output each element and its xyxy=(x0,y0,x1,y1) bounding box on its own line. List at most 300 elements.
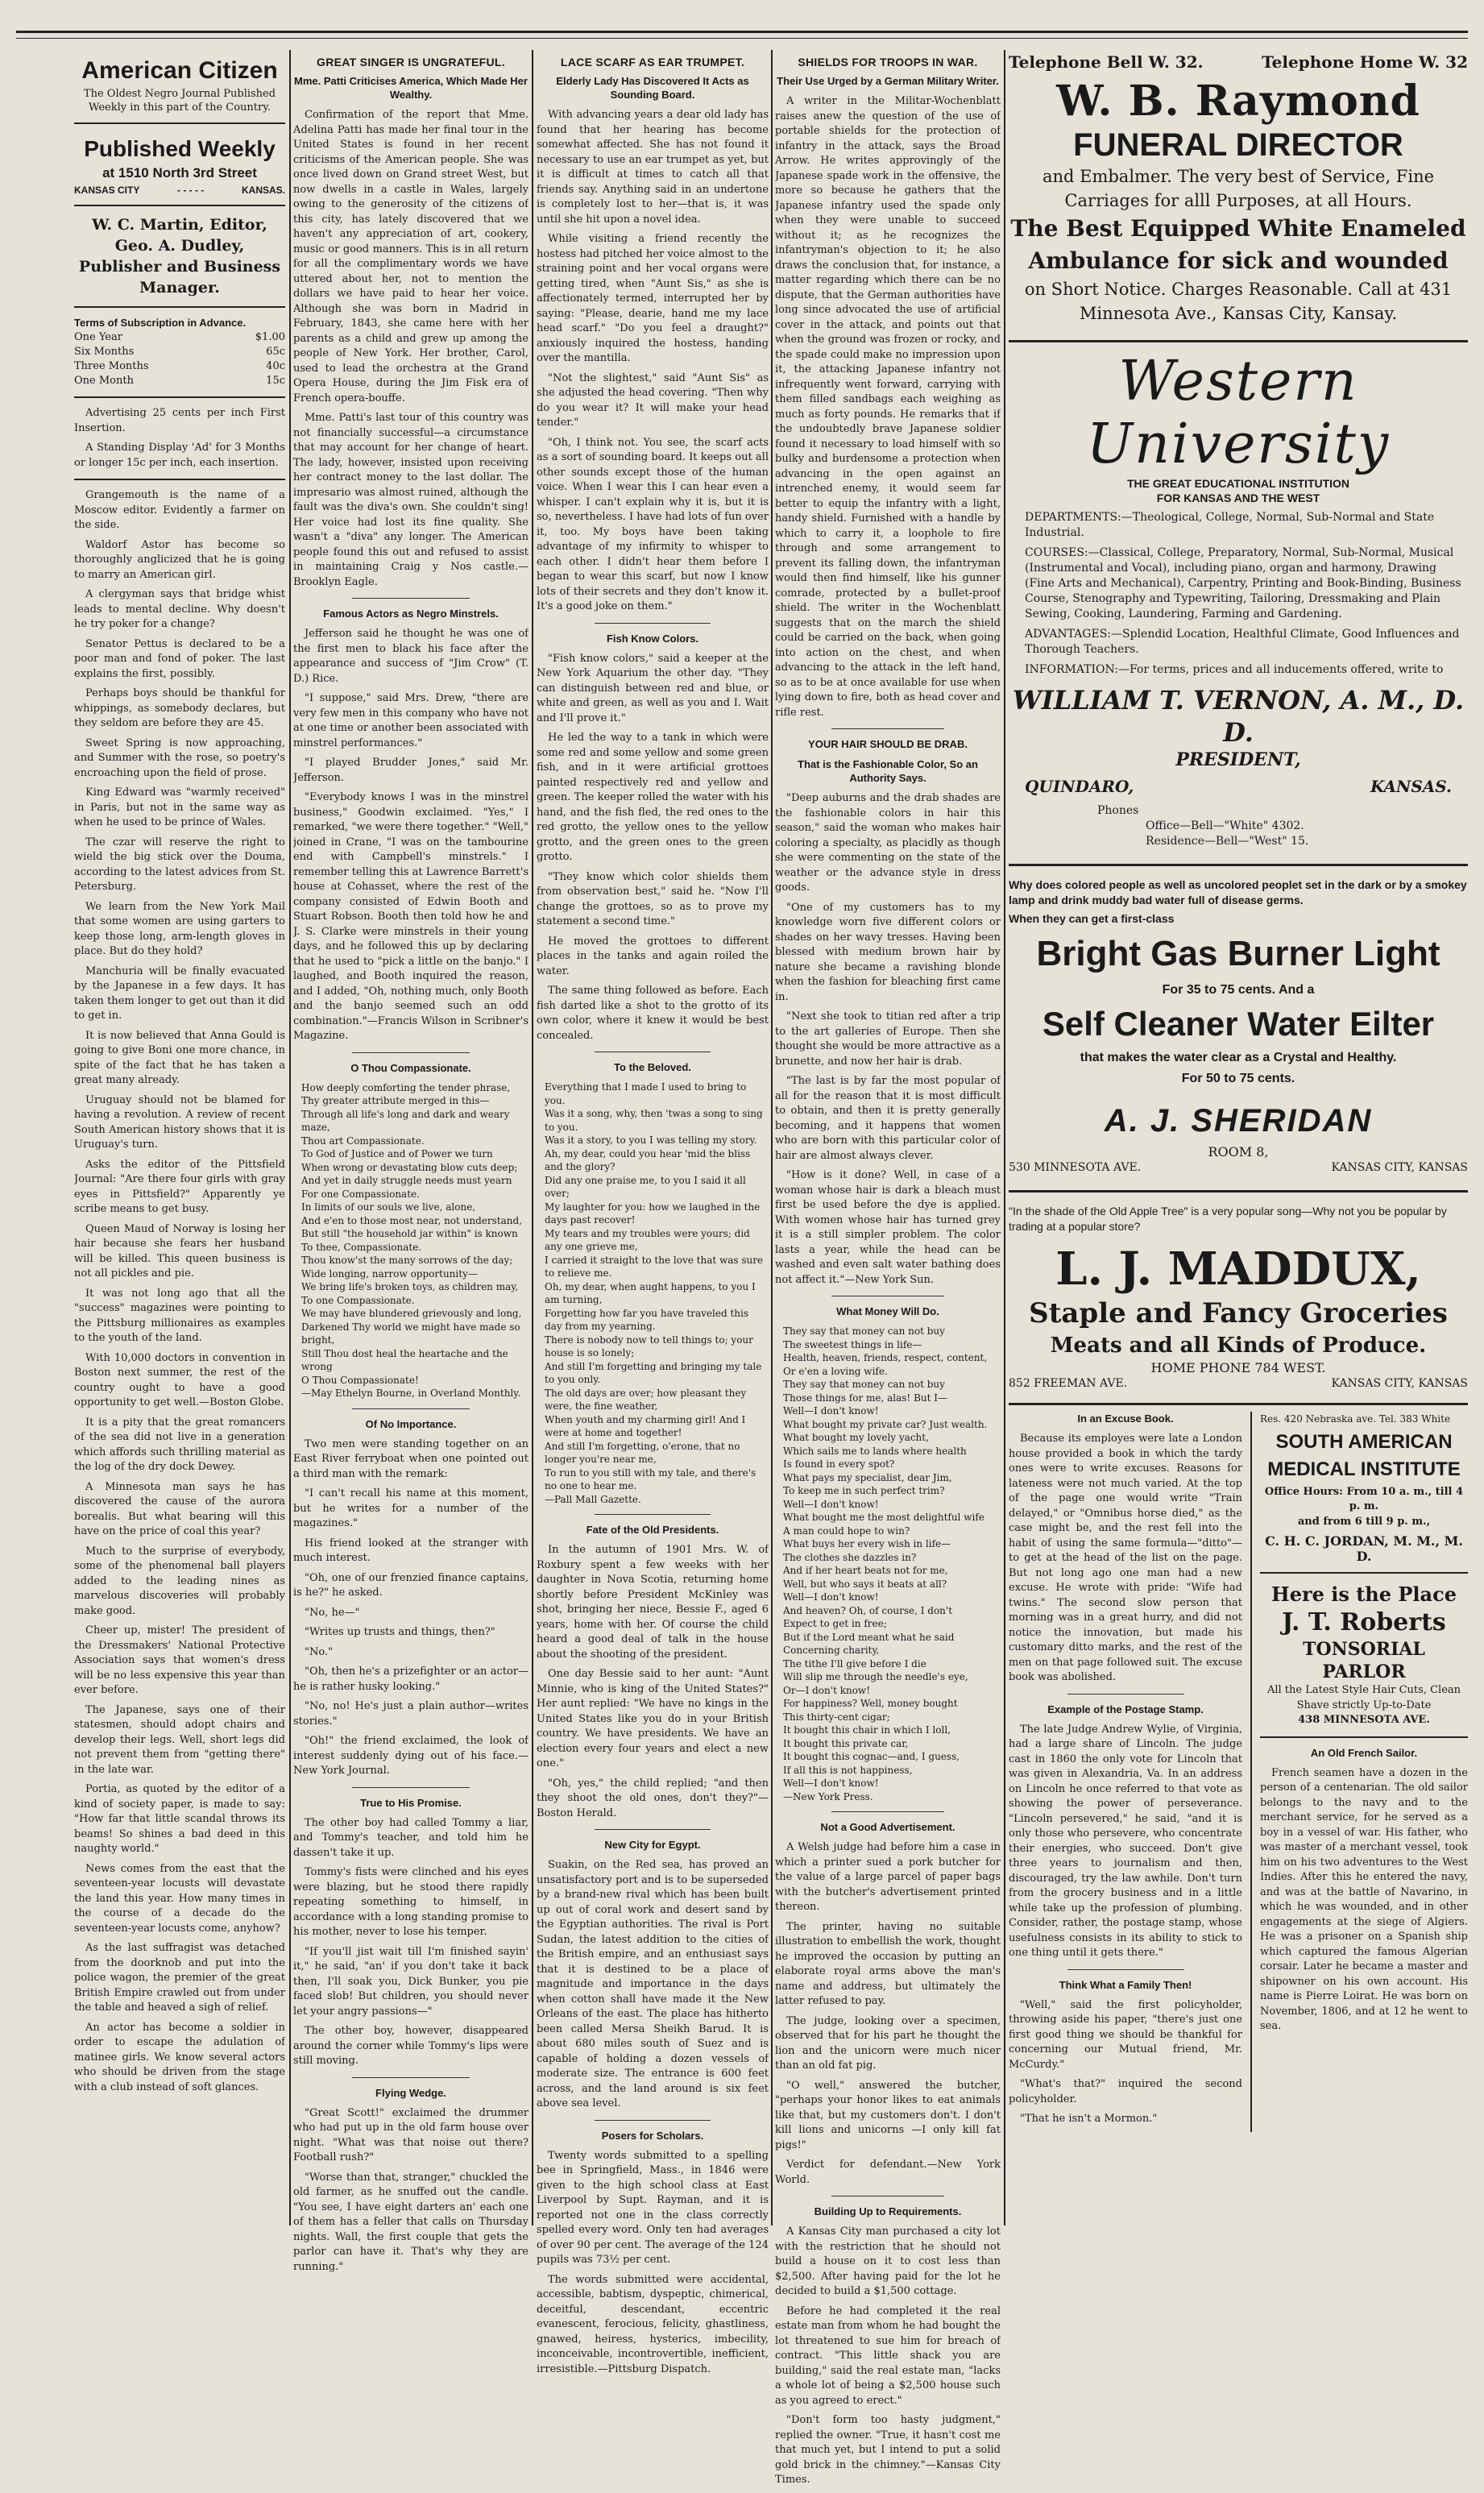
poem-line: It bought this cognac—and, I guess, xyxy=(783,1751,960,1762)
masthead-title: American Citizen xyxy=(81,57,278,84)
advertising-rate: Advertising 25 cents per inch First Insertion. xyxy=(74,407,285,434)
article-title: YOUR HAIR SHOULD BE DRAB. xyxy=(808,738,968,750)
raymond-ambulance: The Best Equipped White Enameled Ambulance for sick and wounded xyxy=(1010,215,1466,274)
jt-styles: All the Latest Style Hair Cuts, Clean Shave strictly Up-to-Date xyxy=(1266,1684,1461,1711)
jt-name: J. T. Roberts xyxy=(1282,1608,1446,1636)
article-title: LACE SCARF AS EAR TRUMPET. xyxy=(560,56,745,68)
paragraph: A Minnesota man says he has discovered the cause of the aurora borealis. But what bearing will this have on the price of coal this year? xyxy=(74,1480,285,1537)
article-body xyxy=(1260,1766,1468,2035)
raymond-line: and Embalmer. The very best of Service, Fine Carriages for alll Purposes, at all Hours. xyxy=(1042,167,1435,210)
poem-line: Will slip me through the needle's eye, xyxy=(783,1671,968,1682)
paragraph: "Great Scott!" exclaimed the drummer who had put up in the old farm house over night. "What was that noise out there? Football rush?" xyxy=(293,2106,529,2163)
paragraph: Uruguay should not be blamed for having a revolution. A review of recent South American history shows that it is Uruguay's turn. xyxy=(74,1093,285,1151)
paragraph: "Oh, I think not. You see, the scarf acts as a sort of sounding board. It keeps out all other sounds except those of the human voice. When I wear this I can hear even a whisper. I can't explain why it is, but it is so, nevertheless. I have had lots of fun over it, too. My boys have been taking advantage of my infirmity to whisper to each other. I didn't hear them before I began to wear this scarf, but now I know lots of their secrets and they don't know it. It's a good joke on them." xyxy=(537,436,769,612)
paragraph: A Welsh judge had before him a case in which a printer sued a pork butcher for the value of a large parcel of paper bags with the butcher's advertisement printed thereon. xyxy=(775,1841,1001,1913)
maddux-meats: Meats and all Kinds of Produce. xyxy=(1050,1334,1427,1358)
article-title: Fish Know Colors. xyxy=(606,632,699,645)
terms-row: One Year $1.00 xyxy=(74,331,285,343)
poem-line: We may have blundered grievously and long, xyxy=(301,1308,522,1319)
separator xyxy=(831,1811,944,1812)
rule xyxy=(74,306,285,308)
paragraph: The Japanese, says one of their statesmen, should adopt chairs and develop their legs. Well, short legs did not prevent them from "getting there" in the late war. xyxy=(74,1703,285,1776)
maddux-groceries: Staple and Fancy Groceries xyxy=(1029,1297,1448,1329)
poem-title: What Money Will Do. xyxy=(836,1305,939,1317)
article-body xyxy=(537,108,769,615)
article-title: Flying Wedge. xyxy=(375,2086,446,2099)
poem-line: To one Compassionate. xyxy=(301,1294,415,1306)
paragraph: "If you'll jist wait till I'm finished sayin' it," he said, "an' if you don't take it back then, I'll soak you, Dick Bunker, you pie faced slob! But children, you should never let your angry passions—" xyxy=(293,1945,529,2018)
separator xyxy=(1067,1969,1184,1970)
poem-line: —May Ethelyn Bourne, in Overland Monthly. xyxy=(301,1388,521,1399)
article-title: GREAT SINGER IS UNGRATEFUL. xyxy=(317,56,505,68)
poem-line: Well—I don't know! xyxy=(783,1498,879,1510)
poem-title: To the Beloved. xyxy=(614,1061,691,1073)
article-subtitle: Their Use Urged by a German Military Writer. xyxy=(777,75,999,87)
poem-line: Health, heaven, friends, respect, content, xyxy=(783,1352,988,1363)
city-left: KANSAS CITY xyxy=(74,185,140,196)
gas-burner: Bright Gas Burner Light xyxy=(1036,934,1440,973)
article-title: Posers for Scholars. xyxy=(601,2129,704,2142)
article-body xyxy=(293,2106,529,2275)
paragraph-list xyxy=(74,488,285,2095)
article-body xyxy=(775,94,1001,720)
jt-address: 438 MINNESOTA AVE. xyxy=(1298,1714,1430,1726)
ads-bottom xyxy=(1009,1403,1468,2132)
poem-line: What bought me the most delightful wife xyxy=(783,1512,984,1523)
separator xyxy=(831,728,944,729)
separator xyxy=(595,1829,711,1830)
poem-line: Thy greater attribute merged in this— xyxy=(301,1095,490,1106)
article-title: Think What a Family Then! xyxy=(1059,1978,1192,1991)
poem-line: But if the Lord meant what he said xyxy=(783,1631,955,1643)
poem-line: Expect to get in free; xyxy=(783,1618,887,1629)
paragraph: "Everybody knows I was in the minstrel business," Goodwin exclaimed. "Yes," I remarked, "we were there together." "Well," joined in Crane, "I was on the tambourine end with Campbell's minstrels." I remember telling this at Lawrence Barrett's house at Cohasset, where the rest of the company consisted of Edwin Booth and Stuart Robson. Booth then told how he and J. S. Clarke were minstrels in their young days, and he followed this up by declaring that he used to "pick a little on the banjo." I laughed, and Booth inquired the reason, and I added, "Oh, nothing much, only Booth and the banjo seemed such an odd combination."—Francis Wilson in Scribner's Magazine. xyxy=(293,791,529,1042)
telephone-home: Telephone Home W. 32 xyxy=(1262,52,1468,72)
paragraph: Verdict for defendant.—New York World. xyxy=(775,2159,1001,2186)
terms-row: Six Months 65c xyxy=(74,346,285,358)
poem-line: Did any one praise me, to you I said it all over; xyxy=(545,1174,746,1199)
separator xyxy=(352,1052,470,1053)
paragraph: "No, he—" xyxy=(305,1606,360,1619)
article-body xyxy=(775,2225,1001,2488)
paragraph: "O well," answered the butcher, "perhaps your honor likes to eat animals like that, but my customers don't. I don't kill lions and unicorns —I only kill fat pigs!" xyxy=(775,2079,1001,2151)
poem-line: Those things for me, alas! But I— xyxy=(783,1392,947,1404)
article-subtitle: Elderly Lady Has Discovered It Acts as Sounding Board. xyxy=(556,75,749,101)
poem-line: And still I'm forgetting and bringing my tale to you only. xyxy=(545,1360,762,1385)
paragraph: "Well," said the first policyholder, throwing aside his paper, "there's just one first good thing we should be thankful for concerning our Mutual friend, Mr. McCurdy." xyxy=(1009,1998,1242,2071)
wu-name: Western University xyxy=(1086,350,1391,476)
paragraph: It is now believed that Anna Gould is going to give Boni one more chance, in spite of the fact that he has taken a great many already. xyxy=(74,1029,285,1086)
article-body xyxy=(537,1858,769,2112)
maddux-phone: HOME PHONE 784 WEST. xyxy=(1150,1360,1326,1375)
masthead-subtitle: The Oldest Negro Journal Published Weekly in this part of the Country. xyxy=(83,88,276,114)
water-sub: that makes the water clear as a Crystal and Healthy. xyxy=(1080,1051,1397,1064)
poem-line: —Pall Mall Gazette. xyxy=(545,1493,641,1505)
article-body xyxy=(537,652,769,1044)
rule xyxy=(74,396,285,398)
wu-sub: THE GREAT EDUCATIONAL INSTITUTION xyxy=(1126,477,1350,490)
paragraph: As the last suffragist was detached from the doorknob and put into the police wagon, the premier of the great British Empire crawled out from under the table and heaved a sigh of relief. xyxy=(74,1942,285,2014)
paragraph: Mme. Patti's last tour of this country was not financially successful—a circumstance that may account for her change of heart. The lady, however, insisted upon receiving her contract money to the last dollar. The impresario was almost ruined, although the fault was the diva's own. She couldn't sing! Her voice had lost its fine quality. She wasn't a "diva" any longer. The American people found this out and refused to assist in maintaining Craig y Nos castle.—Brooklyn Eagle. xyxy=(293,412,529,588)
separator xyxy=(595,623,711,624)
sam-hours: Office Hours: From 10 a. m., till 4 p. m. xyxy=(1264,1485,1464,1512)
poem-line: It bought this private car, xyxy=(783,1737,909,1749)
paragraph: Asks the editor of the Pittsfield Journal: "Are there four girls with gray eyes in Pittsfield?" Apparently ye scribe means to get busy. xyxy=(74,1158,285,1215)
paragraph: Before he had completed it the real estate man from whom he had bought the lot threatened to sue him for breach of contract. "This little shack you are building," said the real estate man, "lacks a whole lot of being a $2,500 house such as you agreed to erect." xyxy=(775,2304,1001,2407)
paragraph: He led the way to a tank in which were some red and some yellow and some green fish, and in it were artificial grottoes painted respectively red and yellow and green. The keeper rolled the water with his hand, and the fish fled, the red ones to the red grotto, the yellow ones to the yellow grotto, and the green ones to the green grotto. xyxy=(537,732,769,863)
paragraph: The czar will reserve the right to wield the big stick over the Douma, according to the latest advices from St. Petersburg. xyxy=(74,836,285,893)
paragraph: "Next she took to titian red after a trip to the art galleries of Europe. Then she thought she would be more attractive as a brunette, and now her hair is drab. xyxy=(775,1010,1001,1068)
wu-president-title: PRESIDENT, xyxy=(1175,749,1301,770)
paragraph: With advancing years a dear old lady has found that her hearing has become somewhat affected. She has not found it necessary to use an ear trumpet as yet, but it is difficult at times to catch all that friends say. Anything said in an undertone is completely lost to her—that is, it was until she hit upon a novel idea. xyxy=(537,109,769,226)
paragraph: "How is it done? Well, in case of a woman whose hair is dark a bleach must first be used before the dye is applied. With women whose hair has turned grey it is a still simpler problem. The color lasts a year, while the head can be washed and even salt water bathing does not affect it."—New York Sun. xyxy=(775,1169,1001,1286)
paragraph: "That he isn't a Mormon." xyxy=(1020,2113,1158,2125)
separator xyxy=(352,598,470,599)
paragraph: Cheer up, mister! The president of the Dressmakers' National Protective Association says that women's dress will be no less expensive this year than ever before. xyxy=(74,1624,285,1696)
paragraph: Suakin, on the Red sea, has proved an unsatisfactory port and is to be superseded by a brand-new rival which has been built up out of coral work and desert sand by the Egyptian authorities. The rival is Port Sudan, the latest addition to the cities of the British empire, and an enthusiast says that it is destined to be a place of magnitude and importance in the days when cotton shall have made it the New Orleans of the east. The place has hitherto been called Mersa Sheikh Barud. It is about 680 miles south of Suez and is capable of holding a dozen vessels of moderate size. The entrance is 600 feet across, and the land around is six feet above sea level. xyxy=(537,1859,769,2109)
paragraph: Much to the surprise of everybody, some of the phenomenal ball players added to the leading nines as marvelous discoveries will probably make good. xyxy=(74,1545,285,1617)
rule xyxy=(74,479,285,480)
poem-line: When wrong or devastating blow cuts deep; xyxy=(301,1161,518,1173)
paragraph: Tommy's fists were clinched and his eyes were blazing, but he stood there rapidly repeating something to himself, in accordance with a long standing promise to his mother, never to lose his temper. xyxy=(293,1866,529,1938)
paragraph: In the autumn of 1901 Mrs. W. of Roxbury spent a few weeks with her daughter in Nova Scotia, returning home shortly before President McKinley was shot, bringing her niece, Bessie F., aged 6 years, home with her. Of course the child heard a good deal of talk in the house about the shooting of the president. xyxy=(537,1544,769,1661)
article-title: Not a Good Advertisement. xyxy=(820,1821,955,1833)
editor: W. C. Martin, Editor, xyxy=(92,216,267,234)
paragraph: It was not long ago that all the "success" magazines were pointing to the Pittsburg millionaires as examples to the youth of the land. xyxy=(74,1287,285,1344)
maddux-address: 852 FREEMAN AVE. KANSAS CITY, KANSAS xyxy=(1009,1377,1468,1390)
article-body xyxy=(775,1840,1001,2188)
poem-line: Which sails me to lands where health xyxy=(783,1445,967,1457)
poem-line: To run to you still with my tale, and there's no one to hear me. xyxy=(545,1466,757,1491)
paragraph: The same thing followed as before. Each fish darted like a shot to the grotto of its own color, where it knew it would be best concealed. xyxy=(537,985,769,1042)
paragraph: "What's that?" inquired the second policyholder. xyxy=(1009,2078,1242,2105)
poem-line: The tithe I'll give before I die xyxy=(783,1657,926,1670)
column-rule xyxy=(771,50,773,2225)
paragraph: A clergyman says that bridge whist leads to mental decline. Why doesn't he try poker for a change? xyxy=(74,588,285,630)
poem-line: Was it a song, why, then 'twas a song to sing to you. xyxy=(545,1108,763,1133)
poem-line: We bring life's broken toys, as children may, xyxy=(301,1281,519,1292)
raymond-line: on Short Notice. Charges Reasonable. Call at 431 Minnesota Ave., Kansas City, Kansay. xyxy=(1024,280,1453,323)
paragraph: News comes from the east that the seventeen-year locusts will devastate the land this year. How many times in the course of a decade do the seventeen-year locusts come, anyhow? xyxy=(74,1862,285,1935)
article-body xyxy=(293,1437,529,1779)
poem-line: Thou know'st the many sorrows of the day; xyxy=(301,1255,513,1266)
poem-line: But still "the household jar within" is known xyxy=(301,1228,518,1239)
poem-line: And still I'm forgetting, o'erone, that no longer you're near me, xyxy=(545,1440,740,1465)
paragraph: A writer in the Militar-Wochenblatt raises anew the question of the use of portable shields for the protection of infantry in the attack, says the Broad Arrow. He writes approvingly of the Japanese spade work in the offensive, the more so because he gathers that the Japanese infantry used the spade only when they were unable to succeed without it; as he recognizes the infantryman's objection to it; he also draws the conclusion that, for instance, a matter regarding which there can be no dispute, that the German authorities have long since advocated the use of artificial cover in the attack, and points out that when the ground was frozen or rocky, and the spade could make no impression upon it, the attacking Japanese infantry not infrequently went forward, carrying with them filled sandbags each weighing as much as forty pounds. He remarks that if the undoubtedly brave Japanese soldier found it necessary to load himself with so bulky and burdensome a protection when advancing in the open against an intrenched enemy, it would seem far better to equip the infantry with a light, handy shield. Furnished with a handle by which to carry it, a loophole to fire through and some arrangement to prevent its falling down, the infantryman would then find himself, like his gunner comrade, protected by a bullet-proof shield. The writer in the Wochenblatt suggests that on the march the shield could be carried on the back, when going into action on the chest, and when advancing to the attack in the left hand, so as to be at once available for use when lying down to fire, both as head cover and rifle rest. xyxy=(775,95,1001,719)
poem-line: How deeply comforting the tender phrase, xyxy=(301,1081,511,1093)
wu-phones: Phones Office—Bell—"White" 4302. Residence—Bell—"West" 15. xyxy=(1097,804,1309,848)
wu-sub: FOR KANSAS AND THE WEST xyxy=(1156,492,1320,504)
poem-line: In limits of our souls we live, alone, xyxy=(301,1201,476,1213)
telephone-bell: Telephone Bell W. 32. xyxy=(1009,52,1204,72)
paragraph: "Oh, then he's a prizefighter or an actor—he is rather husky looking." xyxy=(293,1665,529,1693)
telephone-line xyxy=(1009,52,1468,73)
jt-here: Here is the Place xyxy=(1271,1582,1457,1606)
paragraph: "I suppose," said Mrs. Drew, "there are very few men in this company who have not at one time or another been associated with minstrel performances." xyxy=(293,692,529,749)
article-title: SHIELDS FOR TROOPS IN WAR. xyxy=(798,56,978,68)
terms-table xyxy=(74,330,285,388)
paragraph: "They know which color shields them from observation best," said he. "Now I'll change the grottoes, so as to prove my statement a second time." xyxy=(537,870,769,927)
poem-line: And yet in daily struggle needs must yearn xyxy=(301,1175,512,1186)
poem-line: They say that money can not buy xyxy=(783,1379,945,1390)
poem-line: When youth and my charming girl! And I were at home and together! xyxy=(545,1413,746,1438)
paragraph: French seamen have a dozen in the person of a centenarian. The old sailor belongs to the navy and to the merchant service, for he served as a boy in a vessel of war. His father, who was master of a merchant vessel, took him on his two adventures to the West Indies. After this he entered the navy, and was at the battle of Navarino, in which he was wounded, and in other engagements at the siege of Algiers. He was a prisoner on a Spanish ship which captured the famous Algerian corsair. Later he became a master and shipowner on his own account. His name is Pierre Loirat. He was born on November, 1806, and at 12 he went to sea. xyxy=(1260,1766,1468,2032)
poem-line: If all this is not happiness, xyxy=(783,1764,913,1776)
separator xyxy=(352,1408,470,1409)
article-title: Fate of the Old Presidents. xyxy=(586,1524,719,1536)
column-four xyxy=(775,52,1001,2493)
column-two xyxy=(293,52,529,2279)
sheridan-question: Why does colored people as well as uncolored peoplet set in the dark or by a smokey lamp and drink muddy bad water full of disease germs. xyxy=(1009,878,1467,906)
paragraph: Twenty words submitted to a spelling bee in Springfield, Mass., in 1846 were given to the high school class at East Liverpool by Supt. Rayman, and it is reported not one in the class correctly spelled every word. Only ten had averages of over 90 per cent. The average of the 124 pupils was 73½ per cent. xyxy=(537,2149,769,2266)
poem-line: This thirty-cent cigar; xyxy=(783,1711,890,1723)
article-title: In an Excuse Book. xyxy=(1077,1412,1174,1425)
poem-line: What bought my lovely yacht, xyxy=(783,1432,929,1443)
poem-line: And heaven? Oh, of course, I don't xyxy=(783,1604,953,1616)
article-body xyxy=(537,2149,769,2378)
poem-line: Is found in every spot? xyxy=(783,1458,895,1470)
paragraph: Perhaps boys should be thankful for whippings, as somebody declares, but they seldom are before they are 45. xyxy=(74,687,285,729)
maddux-ad xyxy=(1009,1190,1468,1392)
paragraph: Manchuria will be finally evacuated by the Japanese in a few days. It has taken them longer to get out than it did to get in. xyxy=(74,964,285,1022)
column-rule xyxy=(532,50,533,2225)
sheridan-name: A. J. SHERIDAN xyxy=(1104,1103,1373,1139)
published-weekly: Published Weekly xyxy=(84,136,276,161)
raymond-title: FUNERAL DIRECTOR xyxy=(1073,127,1403,163)
poem-line: What buys her every wish in life— xyxy=(783,1538,951,1549)
paragraph: A Kansas City man purchased a city lot with the restriction that he should not build a house on it to cost less than $2,500. After having paid for the lot he decided to build a $1,500 cottage. xyxy=(775,2225,1001,2297)
poem-line: For one Compassionate. xyxy=(301,1188,420,1200)
poem-line: Well—I don't know! xyxy=(783,1777,879,1789)
article-body xyxy=(1009,1998,1242,2127)
paragraph: "No." xyxy=(305,1645,334,1658)
maddux-name: L. J. MADDUX, xyxy=(1055,1242,1421,1296)
jt-parlor: TONSORIAL PARLOR xyxy=(1303,1639,1425,1682)
paragraph: Two men were standing together on an East River ferryboat when one pointed out a third man with the remark: xyxy=(293,1437,529,1480)
paragraph: "Deep auburns and the drab shades are the fashionable colors in hair this season," said the woman who makes hair coloring a specialty, as placidly as though she were commenting on the state of the weather or the advance style in dress goods. xyxy=(775,792,1001,894)
article-title: Building Up to Requirements. xyxy=(814,2205,962,2217)
paragraph: While visiting a friend recently the hostess had pitched her voice almost to the straining point and her vocal organs were getting tired, when "Aunt Sis," as she is affectionately termed, interrupted her by saying: "Please, dearie, hand me my lace head scarf." "Do you feel a draught?" anxiously inquired the hostess, handing over the mantilla. xyxy=(537,233,769,364)
poem-line: What bought my private car? Just wealth. xyxy=(783,1418,988,1430)
poem-line: Well, but who says it beats at all? xyxy=(783,1578,947,1590)
paragraph: "Oh!" the friend exclaimed, the look of interest suddenly dying out of his face.—New York Journal. xyxy=(293,1735,529,1777)
article-body xyxy=(775,791,1001,1288)
poem-line: Well—I don't know! xyxy=(783,1591,879,1603)
article-body xyxy=(293,1816,529,2069)
poem-line: I carried it straight to the love that was sure to relieve me. xyxy=(545,1254,764,1279)
poem-line: My tears and my troubles were yours; did any one grieve me, xyxy=(545,1227,750,1252)
poem-line: Ah, my dear, could you hear 'mid the bliss and the glory? xyxy=(545,1147,751,1172)
poem-line: Darkened Thy world we might have made so bright, xyxy=(301,1321,520,1346)
paragraph: Senator Pettus is declared to be a poor man and fond of poker. The last explains the first, possibly. xyxy=(74,637,285,680)
paragraph: Jefferson said he thought he was one of the first men to black his face after the appearance and success of "Jim Crow" (T. D.) Rice. xyxy=(293,628,529,685)
paragraph: An actor has become a soldier in order to escape the adulation of matinee girls. We know several actors who should be driven from the stage with a club instead of soft glances. xyxy=(74,2021,285,2093)
article-body xyxy=(293,108,529,590)
wu-advantages: ADVANTAGES:—Splendid Location, Healthful Climate, Good Influences and Thorough Teachers. xyxy=(1025,628,1460,656)
article-subtitle: Mme. Patti Criticises America, Which Made Her Wealthy. xyxy=(294,75,528,101)
wu-president: WILLIAM T. VERNON, A. M., D. D. xyxy=(1012,685,1465,748)
poem-line: A man could hope to win? xyxy=(783,1524,910,1537)
article-title: Example of the Postage Stamp. xyxy=(1047,1703,1204,1715)
article-title: New City for Egypt. xyxy=(604,1839,701,1851)
rule xyxy=(1260,1572,1468,1574)
paragraph: "Don't form too hasty judgment," replied the owner. "True, it hasn't cost me that much yet, but I intend to put a solid gold brick in the chimney."—Kansas City Times. xyxy=(775,2414,1001,2486)
paragraph: Waldorf Astor has become so thoroughly anglicized that he is going to marry an American girl. xyxy=(74,538,285,581)
poem-line: Or—I don't know! xyxy=(783,1684,871,1696)
paragraph: One day Bessie said to her aunt: "Aunt Minnie, who is king of the United States?" Her aunt replied: "We have no kings in the United States like you do in your British country. We have presidents. We have an election every four years and elect a new one." xyxy=(537,1668,769,1769)
sheridan-firstclass: When they can get a first-class xyxy=(1009,912,1175,925)
terms-heading: Terms of Subscription in Advance. xyxy=(74,317,247,329)
paragraph: The late Judge Andrew Wylie, of Virginia, had a large share of Lincoln. The judge cast in 1860 the only vote for Lincoln that was given in Alexandria, Va. In an address on Lincoln he once referred to that vote as showing the power of perseverance. "Lincoln persevered," he said, "and it is only those who persevere, who concentrate their energies, who succeed. Don't give three years to journalism and then, discouraged, try the law awhile. Don't turn from the grocery business and in a little while take up the profession of plumbing. Consider, rather, the postage stamp, whose usefulness consists in its ability to stick to one thing until it gets there." xyxy=(1009,1723,1242,1959)
poem-line: The sweetest things in life— xyxy=(783,1338,922,1350)
poem-line: Still Thou dost heal the heartache and the wrong xyxy=(301,1347,508,1372)
article-title: An Old French Sailor. xyxy=(1310,1746,1418,1759)
paragraph: It is a pity that the great romancers of the sea did not live in a generation which affords such thrilling material as the log of the dry dock Dewey. xyxy=(74,1416,285,1473)
paragraph: "One of my customers has to my knowledge worn five different colors or shades on her wavy tresses. Having been blessed with medium brown hair by nature she became a ravishing blonde when the fashion for bleaching first came in. xyxy=(775,901,1001,1003)
poem-line: —New York Press. xyxy=(783,1790,873,1802)
ads-bottom-cards xyxy=(1252,1412,1468,2132)
paragraph: "Fish know colors," said a keeper at the New York Aquarium the other day. "They can distinguish between red and blue, or white and green, as well as you and I. Wait and I'll prove it." xyxy=(537,652,769,724)
poem-body xyxy=(783,1325,1001,1803)
paragraph: Queen Maud of Norway is losing her hair because she fears her husband will be killed. This queen business is not all pickles and pie. xyxy=(74,1222,285,1280)
sam-heading: SOUTH AMERICAN xyxy=(1275,1430,1453,1453)
poem-line: Concerning charity, xyxy=(783,1645,880,1656)
poem-line: And e'en to those most near, not understand, xyxy=(301,1214,523,1226)
sheridan-address: 530 MINNESOTA AVE. KANSAS CITY, KANSAS xyxy=(1009,1161,1468,1174)
poem-line: The clothes she dazzles in? xyxy=(783,1551,917,1563)
paragraph: The other boy had called Tommy a liar, and Tommy's teacher, and told him he dassen't take it up. xyxy=(293,1816,529,1859)
article-body xyxy=(537,1543,769,1821)
article-title: Of No Importance. xyxy=(365,1417,457,1430)
paragraph: We learn from the New York Mail that some women are using garters to keep those long, arm-length gloves in place. But do they hold? xyxy=(74,900,285,957)
poem-line: Or e'en a loving wife. xyxy=(783,1365,888,1377)
paragraph: Grangemouth is the name of a Moscow editor. Evidently a farmer on the side. xyxy=(74,489,285,531)
rule xyxy=(74,122,285,124)
poem-line: My laughter for you: how we laughed in the days past recover! xyxy=(545,1201,761,1226)
paragraph: "Writes up trusts and things, then?" xyxy=(305,1626,495,1638)
article-subtitle: That is the Fashionable Color, So an Authority Says. xyxy=(798,758,978,784)
paragraph: With 10,000 doctors in convention in Boston next summer, the rest of the country ought to have a good opportunity to get well.—Boston Globe. xyxy=(74,1351,285,1408)
column-rule xyxy=(289,50,291,2225)
terms-row: Three Months 40c xyxy=(74,360,285,372)
article-body xyxy=(1009,1723,1242,1961)
article-body xyxy=(1009,1432,1242,1686)
paragraph: King Edward was "warmly received" in Paris, but not in the same way as when he used to be prince of Wales. xyxy=(74,786,285,828)
paragraph: He moved the grottoes to different places in the tanks and again roiled the water. xyxy=(537,935,769,977)
paragraph: "I played Brudder Jones," said Mr. Jefferson. xyxy=(293,757,529,784)
top-rule xyxy=(16,31,1468,33)
poem-line: Forgetting how far you have traveled this day from my yearning. xyxy=(545,1307,749,1332)
water-price: For 50 to 75 cents. xyxy=(1181,1072,1295,1085)
poem-line: O Thou Compassionate! xyxy=(301,1374,419,1386)
publisher: Geo. A. Dudley, Publisher and Business Manager. xyxy=(78,237,281,297)
sam-heading: MEDICAL INSTITUTE xyxy=(1267,1458,1461,1480)
poem-line: Through all life's long and dark and weary maze, xyxy=(301,1108,510,1133)
poem-line: To keep me in such perfect trim? xyxy=(783,1485,945,1496)
poem-body xyxy=(301,1081,529,1400)
gas-price: For 35 to 75 cents. And a xyxy=(1162,983,1315,997)
poem-line: They say that money can not buy xyxy=(783,1325,945,1337)
poem-line: For happiness? Well, money bought xyxy=(783,1698,958,1709)
wu-courses: COURSES:—Classical, College, Preparatory, Normal, Sub-Normal, Musical (Instrumental and Vocal), including piano, organ and harmony, Drawing (Fine Arts and Mechanical), Carpentry, Printing and Book-Binding, Business Course, Stenography and Typewriting, Tailoring, Dressmaking and Plain Sewing, Cooking, Laundering, Farming and Gardening. xyxy=(1025,546,1461,620)
paragraph: The words submitted were accidental, accessible, babtism, dyspeptic, chimerical, deceitful, descendant, eccentric evanescent, ferocious, felicity, ghastliness, gnawed, heiress, hysterics, imbecility, inconceivable, incontrovertible, inefficient, irresistible.—Pittsburg Dispatch. xyxy=(537,2273,769,2375)
paragraph: Confirmation of the report that Mme. Adelina Patti has made her final tour in the United States is found in her recent criticisms of the American people. She was once lived down on Grand street West, but now dwells in a castle in Wales, largely owing to the generosity of the citizens of this city, has lately discovered that we haven't any appreciation of art, cookery, music or good manners. This is in all return for all the complimentary words we have uttered about her, not to mention the dollars we have paid to hear her voice. Although she was born in Madrid in February, 1843, she came here with her parents as a child and grew up among the people of New York. Her brother, Carol, used to lead the orchestra at the Grand Opera House, during the Jim Fisk era of French opera-bouffe. xyxy=(293,109,529,404)
paragraph: "No, no! He's just a plain author—writes stories." xyxy=(293,1700,529,1728)
poem-line: Oh, my dear, when aught happens, to you I am turning, xyxy=(545,1280,756,1305)
wu-departments: DEPARTMENTS:—Theological, College, Normal, Sub-Normal and State Industrial. xyxy=(1025,511,1435,539)
display-rate: A Standing Display 'Ad' for 3 Months or longer 15c per inch, each insertion. xyxy=(74,442,285,469)
paragraph: "Oh, one of our frenzied finance captains, is he?" he asked. xyxy=(293,1571,529,1599)
sam-residence: Res. 420 Nebraska ave. Tel. 383 White xyxy=(1260,1413,1451,1425)
sheridan-room: ROOM 8, xyxy=(1208,1144,1269,1159)
separator xyxy=(595,1514,711,1515)
poem-line: It bought this chair in which I loll, xyxy=(783,1724,951,1736)
article-title: True to His Promise. xyxy=(360,1796,462,1809)
paragraph: "Not the slightest," said "Aunt Sis" as she adjusted the head covering. "Then why do you wear it? It will make your head tender." xyxy=(537,371,769,429)
sheridan-ad xyxy=(1009,864,1468,1176)
rule xyxy=(1260,1736,1468,1738)
masthead-address: at 1510 North 3rd Street xyxy=(102,165,257,180)
sam-hours: and from 6 till 9 p. m., xyxy=(1297,1515,1431,1528)
rule xyxy=(74,205,285,206)
paragraph: Sweet Spring is now approaching, and Summer with the rose, so poetry's encroaching upon the field of prose. xyxy=(74,736,285,779)
poem-line: To God of Justice and of Power we turn xyxy=(301,1148,493,1159)
ads-bottom-articles xyxy=(1009,1412,1252,2132)
masthead-city xyxy=(74,184,285,197)
wu-place: QUINDARO, KANSAS. xyxy=(1025,777,1452,796)
paragraph: Portia, as quoted by the editor of a kind of society paper, is made to say: "How far that little scandal throws its beams! So shines a bad deed in this naughty world." xyxy=(74,1783,285,1855)
poem-line: Well—I don't know! xyxy=(783,1405,879,1417)
paragraph: "The last is by far the most popular of all for the reason that it is most difficult to obtain, and then it is pretty generally becoming, and it happens that women who are born with this particular color of hair are almost always clever. xyxy=(775,1075,1001,1162)
poem-title: O Thou Compassionate. xyxy=(350,1061,471,1074)
poem-line: There is nobody now to tell things to; your house is so lonely; xyxy=(545,1334,753,1358)
poem-line: To thee, Compassionate. xyxy=(301,1241,422,1253)
western-university-ad xyxy=(1009,340,1468,849)
paragraph: The printer, having no suitable illustration to embellish the work, thought he improved the occasion by putting an elaborate royal arms above the man's name and address, but ultimately the latter refused to pay. xyxy=(775,1920,1001,2007)
poem-line: Wide longing, narrow opportunity— xyxy=(301,1267,478,1280)
poem-line: Was it a story, to you I was telling my story. xyxy=(545,1135,757,1146)
column-masthead xyxy=(74,52,285,2100)
paragraph: The other boy, however, disappeared around the corner while Tommy's lips were still moving. xyxy=(293,2025,529,2067)
article-title: Famous Actors as Negro Minstrels. xyxy=(323,608,499,620)
top-rule-thin xyxy=(16,38,1468,39)
article-body xyxy=(293,627,529,1044)
separator xyxy=(595,2120,711,2121)
paragraph: "Oh, yes," the child replied; "and then they shoot the old ones, don't they?"—Boston Herald. xyxy=(537,1777,769,1819)
ads-column xyxy=(1009,52,1468,2132)
separator xyxy=(352,2077,470,2078)
city-dashes: - - - - - xyxy=(177,185,205,196)
raymond-name: W. B. Raymond xyxy=(1056,77,1420,126)
paragraph: "I can't recall his name at this moment, but he writes for a number of the magazines." xyxy=(293,1487,529,1529)
poem-body xyxy=(545,1081,769,1506)
column-rule xyxy=(1004,50,1005,2225)
poem-line: And if her heart beats not for me, xyxy=(783,1565,948,1576)
poem-line: What pays my specialist, dear Jim, xyxy=(783,1471,952,1483)
wu-info: INFORMATION:—For terms, prices and all inducements offered, write to xyxy=(1025,663,1444,676)
paragraph: His friend looked at the stranger with much interest. xyxy=(293,1537,529,1564)
paragraph: Because its employes were late a London house provided a book in which the tardy ones were to write excuses. Reasons for lateness were not much varied. At the top of the page one would write "Train delayed," or "Omnibus horse died," as the case might be, and the rest fell into the habit of using the same formula—"ditto"—to get at the head of the list on the page. But not long ago one man had a new excuse. He wrote with pride: "Wife had twins." The second slow person that morning was in a great hurry, and did not notice the innovation, but made his customary ditto marks, and the rest of the men on that page followed suit. The excuse book was abolished. xyxy=(1009,1433,1242,1683)
terms-row: One Month 15c xyxy=(74,375,285,387)
poem-line: Everything that I made I used to bring to you. xyxy=(545,1081,747,1106)
paragraph: "Worse than that, stranger," chuckled the old farmer, as he snuffed out the candle. "You see, I have eight darters an' each one of them has a feller that calls on Thursday nights. Wall, the first couple that gets the parlor can have it. That's why they are running." xyxy=(293,2171,529,2273)
separator xyxy=(352,1787,470,1788)
city-right: KANSAS. xyxy=(241,185,285,196)
paragraph: The judge, looking over a specimen, observed that for his part he thought the lion and the unicorn were much nicer than an old fat pig. xyxy=(775,2014,1001,2072)
column-three xyxy=(537,52,769,2382)
water-filter: Self Cleaner Water Eilter xyxy=(1042,1005,1435,1043)
apple-tree: "In the shade of the Old Apple Tree" is a very popular song—Why not you be popular by trading at a popular store? xyxy=(1009,1205,1447,1233)
